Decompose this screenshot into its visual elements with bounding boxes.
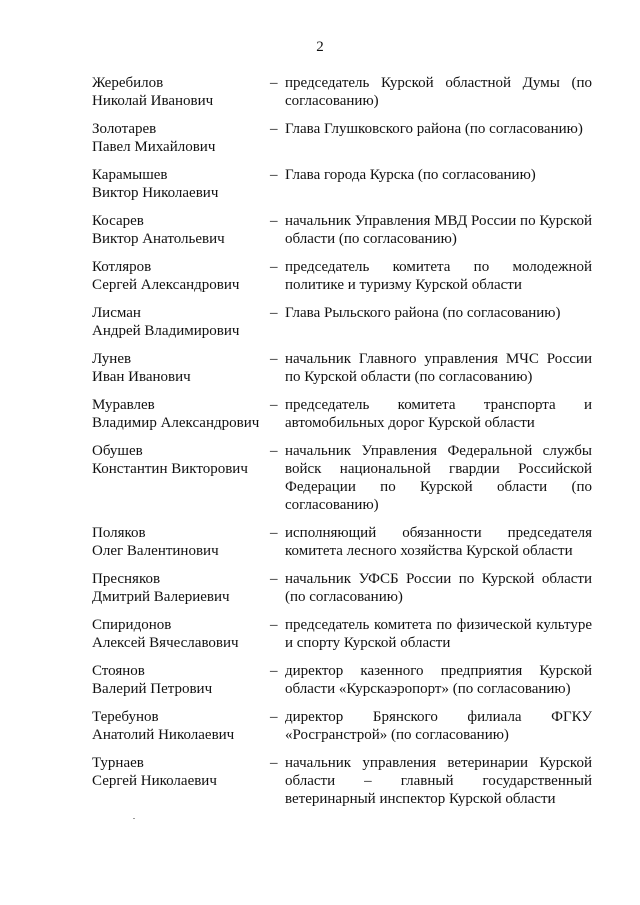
member-given-names: Владимир Александрович — [92, 415, 260, 431]
member-surname: Спиридонов — [92, 617, 172, 633]
member-dash: – — [270, 525, 278, 541]
member-dash: – — [270, 709, 278, 725]
member-dash: – — [270, 167, 278, 183]
member-dash: – — [270, 121, 278, 137]
member-given-names: Анатолий Николаевич — [92, 727, 235, 743]
member-position: начальник управления ветеринарии Курской области – главный государственный ветеринарный инспектор Курской области — [285, 755, 592, 807]
member-given-names: Константин Викторович — [92, 461, 248, 477]
member-surname: Лисман — [92, 305, 141, 321]
member-dash: – — [270, 663, 278, 679]
member-name — [92, 442, 270, 478]
member-name — [92, 708, 270, 744]
member-dash: – — [270, 617, 278, 633]
member-given-names: Сергей Александрович — [92, 277, 240, 293]
member-given-names: Валерий Петрович — [92, 681, 213, 697]
member-surname: Котляров — [92, 259, 152, 275]
member-row — [92, 662, 592, 698]
member-surname: Золотарев — [92, 121, 157, 137]
member-name — [92, 304, 270, 340]
member-row — [92, 212, 592, 248]
member-name — [92, 212, 270, 248]
member-surname: Теребунов — [92, 709, 159, 725]
member-row — [92, 304, 592, 340]
member-row — [92, 524, 592, 560]
member-given-names: Николай Иванович — [92, 93, 214, 109]
member-position: Глава Рыльского района (по согласованию) — [285, 305, 561, 321]
member-name — [92, 74, 270, 110]
member-row — [92, 350, 592, 386]
member-position: председатель Курской областной Думы (по согласованию) — [285, 75, 592, 109]
member-position: начальник Управления МВД России по Курской области (по согласованию) — [285, 213, 592, 247]
member-dash: – — [270, 755, 278, 771]
member-dash: – — [270, 443, 278, 459]
member-position: директор Брянского филиала ФГКУ «Росгранстрой» (по согласованию) — [285, 709, 592, 743]
member-position: председатель комитета по молодежной политике и туризму Курской области — [285, 259, 592, 293]
member-dash: – — [270, 397, 278, 413]
member-row — [92, 754, 592, 808]
member-position: Глава Глушковского района (по согласованию) — [285, 121, 583, 137]
member-given-names: Виктор Николаевич — [92, 185, 219, 201]
member-given-names: Олег Валентинович — [92, 543, 219, 559]
member-surname: Муравлев — [92, 397, 155, 413]
member-name — [92, 350, 270, 386]
member-name — [92, 616, 270, 652]
member-dash: – — [270, 571, 278, 587]
member-position: исполняющий обязанности председателя комитета лесного хозяйства Курской области — [285, 525, 592, 559]
member-name — [92, 662, 270, 698]
member-name — [92, 570, 270, 606]
member-given-names: Виктор Анатольевич — [92, 231, 225, 247]
member-surname: Поляков — [92, 525, 146, 541]
member-position: директор казенного предприятия Курской области «Курскаэропорт» (по согласованию) — [285, 663, 592, 697]
member-row — [92, 74, 592, 110]
member-surname: Пресняков — [92, 571, 161, 587]
member-position: начальник УФСБ России по Курской области (по согласованию) — [285, 571, 592, 605]
page-number: 2 — [316, 39, 324, 55]
member-name — [92, 524, 270, 560]
member-row — [92, 708, 592, 744]
member-position: начальник Управления Федеральной службы войск национальной гвардии Российской Федерации по Курской области (по согласованию) — [285, 443, 592, 513]
member-surname: Обушев — [92, 443, 143, 459]
member-row — [92, 442, 592, 514]
member-name — [92, 258, 270, 294]
member-given-names: Алексей Вячеславович — [92, 635, 239, 651]
member-surname: Лунев — [92, 351, 132, 367]
member-dash: – — [270, 351, 278, 367]
member-dash: – — [270, 259, 278, 275]
member-given-names: Дмитрий Валериевич — [92, 589, 230, 605]
member-row — [92, 120, 592, 156]
member-row — [92, 570, 592, 606]
member-name — [92, 120, 270, 156]
member-surname: Турнаев — [92, 755, 144, 771]
member-name — [92, 396, 270, 432]
member-row — [92, 396, 592, 432]
member-name — [92, 754, 270, 790]
member-row — [92, 166, 592, 202]
member-dash: – — [270, 305, 278, 321]
member-surname: Косарев — [92, 213, 144, 229]
member-dash: – — [270, 75, 278, 91]
member-given-names: Сергей Николаевич — [92, 773, 217, 789]
member-dash: – — [270, 213, 278, 229]
member-row — [92, 258, 592, 294]
member-surname: Жеребилов — [92, 75, 164, 91]
member-position: председатель комитета по физической культуре и спорту Курской области — [285, 617, 592, 651]
scan-speck — [133, 818, 135, 819]
member-surname: Стоянов — [92, 663, 145, 679]
member-given-names: Андрей Владимирович — [92, 323, 240, 339]
commission-member-list — [92, 74, 592, 818]
member-name — [92, 166, 270, 202]
member-position: председатель комитета транспорта и автомобильных дорог Курской области — [285, 397, 592, 431]
member-given-names: Павел Михайлович — [92, 139, 216, 155]
member-given-names: Иван Иванович — [92, 369, 191, 385]
member-position: Глава города Курска (по согласованию) — [285, 167, 536, 183]
member-surname: Карамышев — [92, 167, 168, 183]
member-row — [92, 616, 592, 652]
member-position: начальник Главного управления МЧС России по Курской области (по согласованию) — [285, 351, 592, 385]
